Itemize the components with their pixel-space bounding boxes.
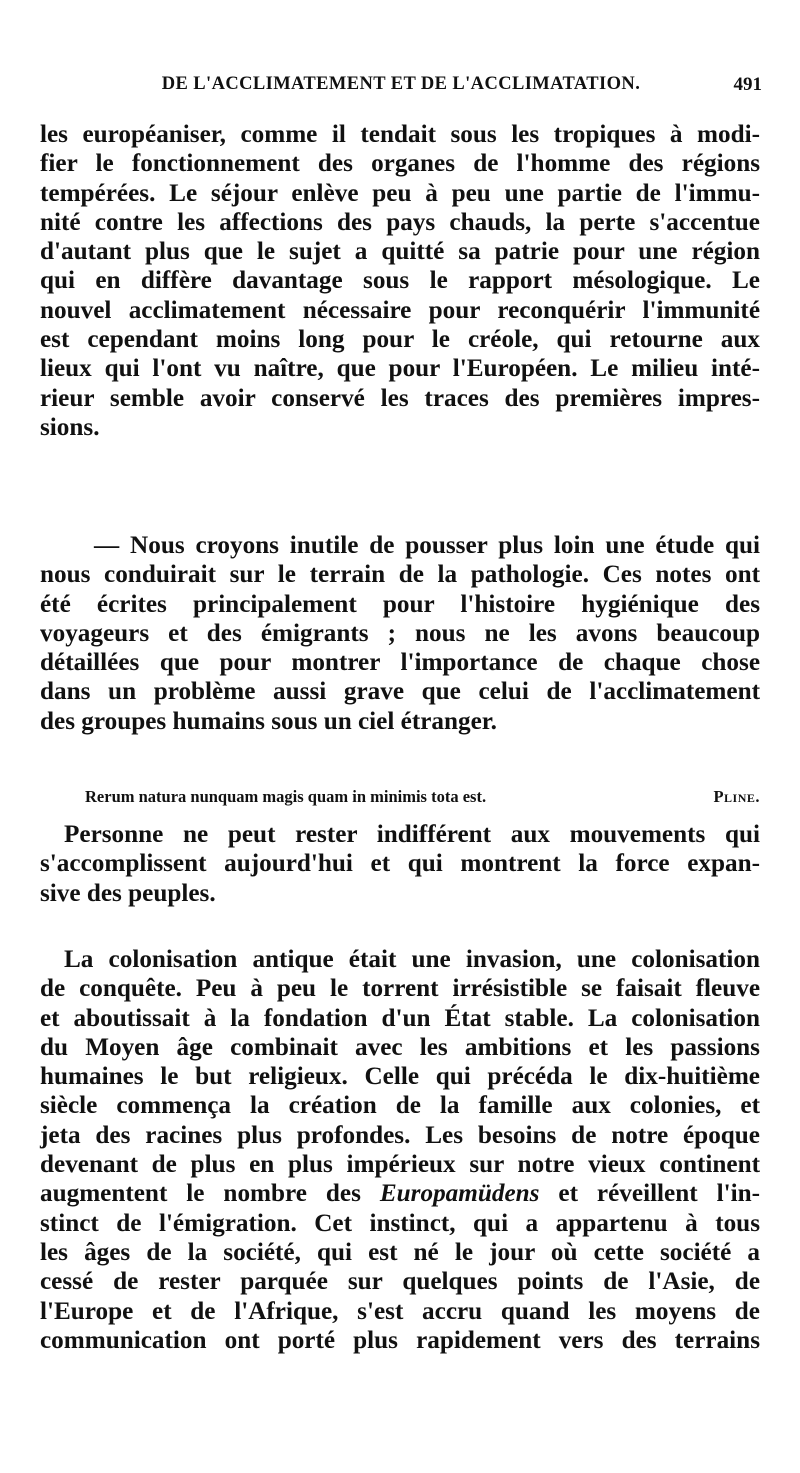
text-line: est cependant moins long pour le créole, qui retourne aux [40,326,760,354]
text-line: nouvel acclimatement nécessaire pour reconquérir l'immunité [40,296,760,324]
text-line: jeta des racines plus profondes. Les besoins de notre époque [40,1121,760,1149]
text-line: cessé de rester parquée sur quelques points de l'Asie, de [40,1268,760,1296]
text-line: nité contre les affections des pays chauds, la perte s'accentue [40,208,760,236]
text-line: les âges de la société, qui est né le jour où cette société a [40,1238,760,1266]
text-line: qui en diffère davantage sous le rapport mésologique. Le [40,267,760,295]
text-line: Personne ne peut rester indifférent aux mouvements qui [64,821,760,848]
page-number: 491 [733,74,762,95]
text-line: nous conduirait sur le terrain de la pathologie. Ces notes ont [40,561,760,589]
text-line: devenant de plus en plus impérieux sur notre vieux continent [40,1151,760,1179]
paragraph-2 [40,531,760,736]
text-line-with-italic [40,1179,760,1208]
text-line: les européaniser, comme il tendait sous les tropiques à modi- [40,121,760,148]
text-line: et aboutissait à la fondation d'un État stable. La colonisation [40,1004,760,1032]
text-line: siècle commença la création de la famille aux colonies, et [40,1092,760,1120]
text-line: l'Europe et de l'Afrique, s'est accru quand les moyens de [40,1297,760,1325]
text-line: rieur semble avoir conservé les traces des premières impres- [40,384,760,412]
text-line: des groupes humains sous un ciel étranger. [40,707,497,735]
text-line: tempérées. Le séjour enlève peu à peu une partie de l'immu- [40,179,760,207]
epigraph-author: Pline. [713,787,760,806]
paragraph-4 [40,945,760,1355]
text-line: sive des peuples. [40,879,216,907]
epigraph-quote: Rerum natura nunquam magis quam in minimis tota est. [85,787,487,806]
running-title: DE L'ACCLIMATEMENT ET DE L'ACCLIMATATION. [161,74,641,94]
text-line: voyageurs et des émigrants ; nous ne les avons beaucoup [40,619,760,647]
text-run: et réveillent l'in- [539,1180,760,1208]
text-line: du Moyen âge combinait avec les ambitions et les passions [40,1033,760,1061]
text-line: fier le fonctionnement des organes de l'homme des régions [40,150,760,178]
text-line: dans un problème aussi grave que celui de l'acclimatement [40,678,760,706]
text-line: La colonisation antique était une invasion, une colonisation [64,946,760,973]
italic-term: Europamüdens [379,1180,540,1208]
epigraph [40,787,760,811]
text-line: sions. [40,413,100,441]
text-run: augmentent le nombre des [40,1180,380,1208]
paragraph-1 [40,120,760,442]
text-line: de conquête. Peu à peu le torrent irrésistible se faisait fleuve [40,975,760,1003]
text-line: — Nous croyons inutile de pousser plus loin une étude qui [94,532,760,559]
text-line: détaillées que pour montrer l'importance de chaque chose [40,649,760,677]
text-line: stinct de l'émigration. Cet instinct, qui a appartenu à tous [40,1209,760,1237]
text-line: humaines le but religieux. Celle qui précéda le dix-huitième [40,1063,760,1091]
text-line: lieux qui l'ont vu naître, que pour l'Européen. Le milieu inté- [40,355,760,383]
text-line: communication ont porté plus rapidement vers des terrains [40,1326,760,1354]
text-line: d'autant plus que le sujet a quitté sa patrie pour une région [40,238,760,266]
text-line: été écrites principalement pour l'histoire hygiénique des [40,590,760,618]
text-line: s'accomplissent aujourd'hui et qui montrent la force expan- [40,850,760,878]
running-head [40,74,762,104]
paragraph-3 [40,820,760,908]
